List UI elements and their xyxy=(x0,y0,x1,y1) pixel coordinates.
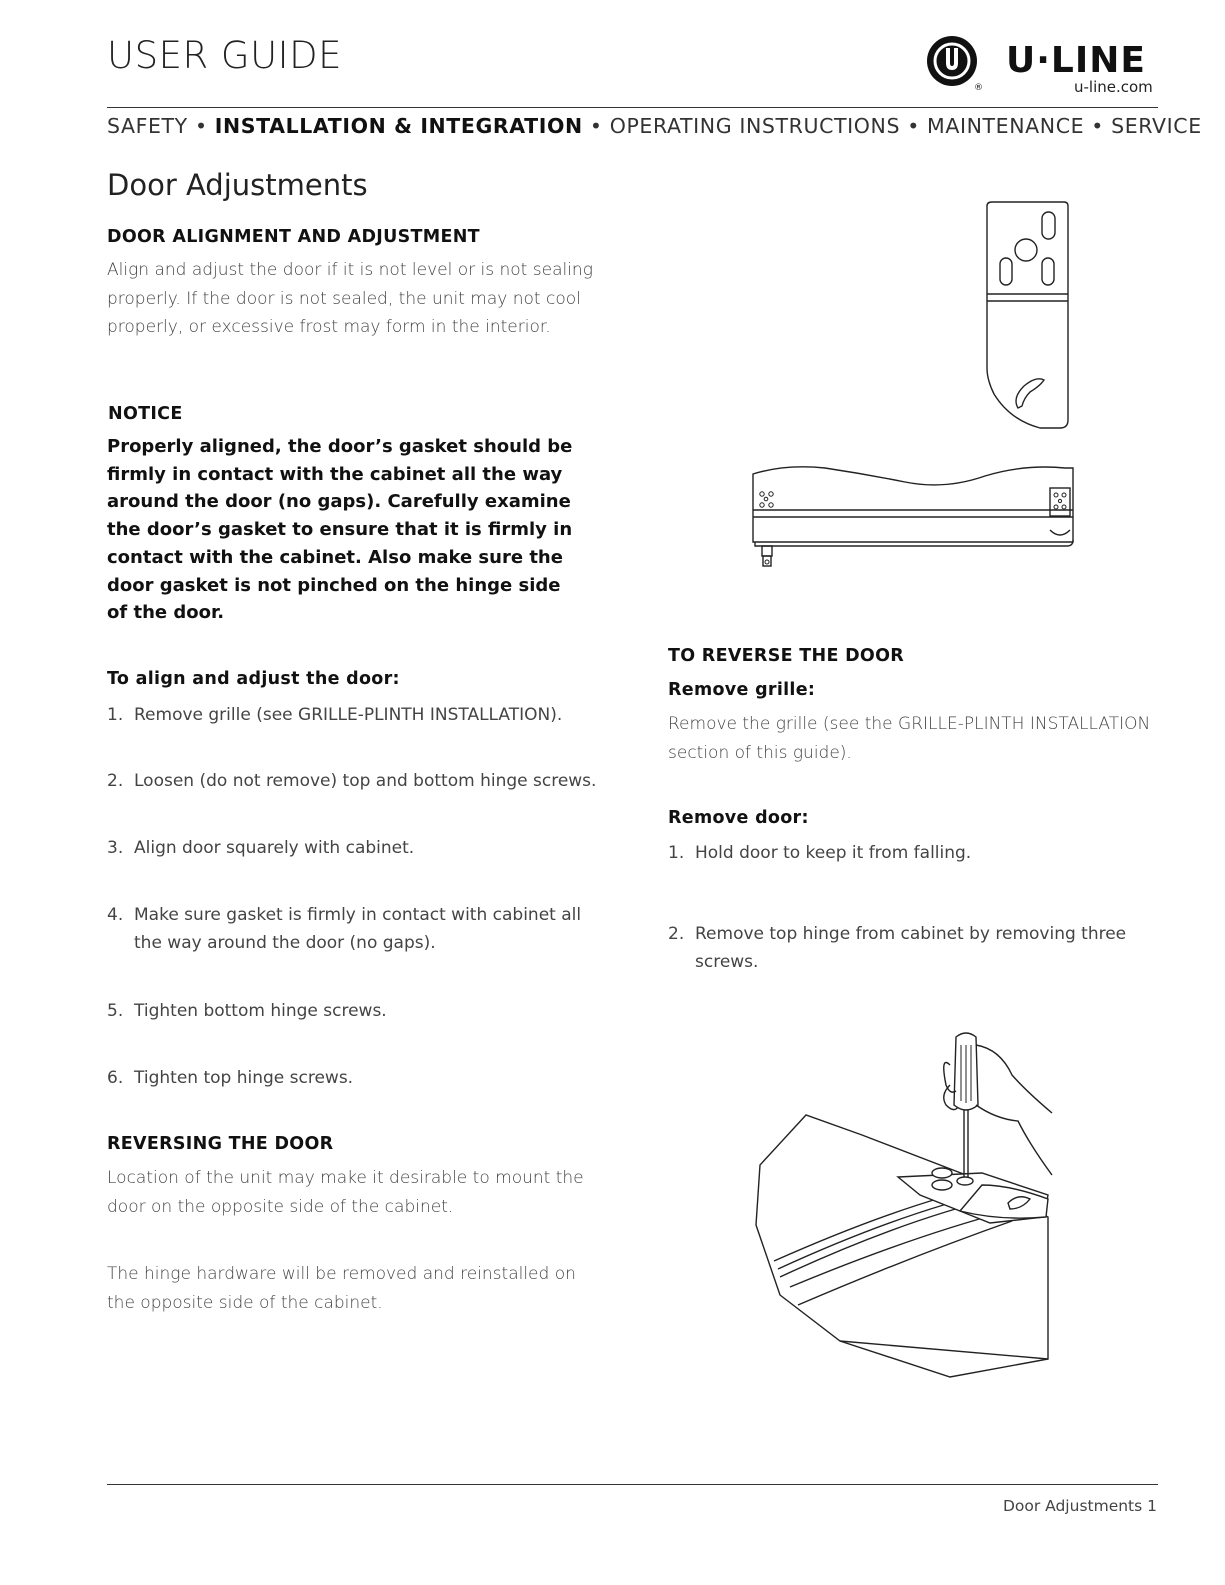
nav-separator: • xyxy=(194,114,208,138)
list-item xyxy=(107,834,607,862)
alignment-heading: DOOR ALIGNMENT AND ADJUSTMENT xyxy=(107,227,480,247)
notice-body: Properly aligned, the door’s gasket should be firmly in contact with the cabinet all the way around the door (no gaps). Carefully examine the door’s gasket to ensure that it is firmly in contact with the cabinet. Also make sure the door gasket is not pinched on the hinge side of the door. xyxy=(107,436,573,624)
reversing-para2: The hinge hardware will be removed and reinstalled on the opposite side of the cabinet. xyxy=(107,1264,576,1313)
nav-safety: SAFETY xyxy=(107,114,188,138)
header-rule xyxy=(107,107,1158,108)
nav-separator: • xyxy=(589,114,603,138)
step-text: Hold door to keep it from falling. xyxy=(695,843,972,863)
step-number: 6. xyxy=(107,1068,124,1088)
nav-installation: INSTALLATION & INTEGRATION xyxy=(214,114,583,138)
step-text: Tighten top hinge screws. xyxy=(134,1068,354,1088)
alignment-intro: Align and adjust the door if it is not level or is not sealing properly. If the door is not sealed, the unit may not cool properly, or excessive frost may form in the interior. xyxy=(107,260,593,337)
guide-title: USER GUIDE xyxy=(107,34,342,77)
svg-text:®: ® xyxy=(974,83,983,93)
step-number: 3. xyxy=(107,838,124,858)
logo-wordmark: U·LINE xyxy=(1006,40,1146,81)
step-number: 1. xyxy=(668,843,685,863)
nav-operating: OPERATING INSTRUCTIONS xyxy=(609,114,901,138)
step-text: Make sure gasket is firmly in contact with cabinet all the way around the door (no gaps). xyxy=(134,905,582,953)
nav-maintenance: MAINTENANCE xyxy=(927,114,1085,138)
section-nav xyxy=(107,114,1202,138)
nav-service: SERVICE xyxy=(1111,114,1202,138)
step-number: 1. xyxy=(107,705,124,725)
list-item xyxy=(668,920,1143,976)
step-number: 5. xyxy=(107,1001,124,1021)
step-number: 2. xyxy=(668,924,685,944)
step-text: Align door squarely with cabinet. xyxy=(134,838,415,858)
remove-door-heading: Remove door: xyxy=(668,808,809,828)
remove-grille-heading: Remove grille: xyxy=(668,680,816,700)
step-text: Tighten bottom hinge screws. xyxy=(134,1001,387,1021)
list-item xyxy=(107,997,607,1025)
list-item xyxy=(107,901,599,957)
logo-url: u-line.com xyxy=(1074,78,1153,96)
step-text: Loosen (do not remove) top and bottom hinge screws. xyxy=(134,771,597,791)
list-item xyxy=(107,701,607,729)
notice-heading: NOTICE xyxy=(108,404,183,424)
reversing-para1: Location of the unit may make it desirable to mount the door on the opposite side of the cabinet. xyxy=(107,1168,584,1217)
reverse-heading: TO REVERSE THE DOOR xyxy=(668,646,905,666)
hinge-plate-illustration xyxy=(980,198,1075,434)
list-item xyxy=(107,1064,607,1092)
step-number: 4. xyxy=(107,905,124,925)
nav-separator: • xyxy=(1091,114,1104,138)
remove-grille-text: Remove the grille (see the GRILLE-PLINTH INSTALLATION section of this guide). xyxy=(668,714,1151,763)
list-item xyxy=(107,767,607,795)
reversing-heading: REVERSING THE DOOR xyxy=(107,1134,334,1154)
step-number: 2. xyxy=(107,771,124,791)
remove-hinge-illustration xyxy=(750,1025,1070,1385)
align-steps-heading: To align and adjust the door: xyxy=(107,669,400,689)
door-top-illustration xyxy=(745,460,1085,575)
nav-separator: • xyxy=(907,114,920,138)
page-title: Door Adjustments xyxy=(107,168,368,202)
step-text: Remove top hinge from cabinet by removing three screws. xyxy=(695,924,1127,972)
list-item xyxy=(668,839,1158,867)
footer-rule xyxy=(107,1484,1158,1485)
step-text: Remove grille (see GRILLE-PLINTH INSTALLATION). xyxy=(134,705,563,725)
page-footer: Door Adjustments 1 xyxy=(1002,1497,1157,1515)
u-line-logo-icon xyxy=(925,34,985,94)
